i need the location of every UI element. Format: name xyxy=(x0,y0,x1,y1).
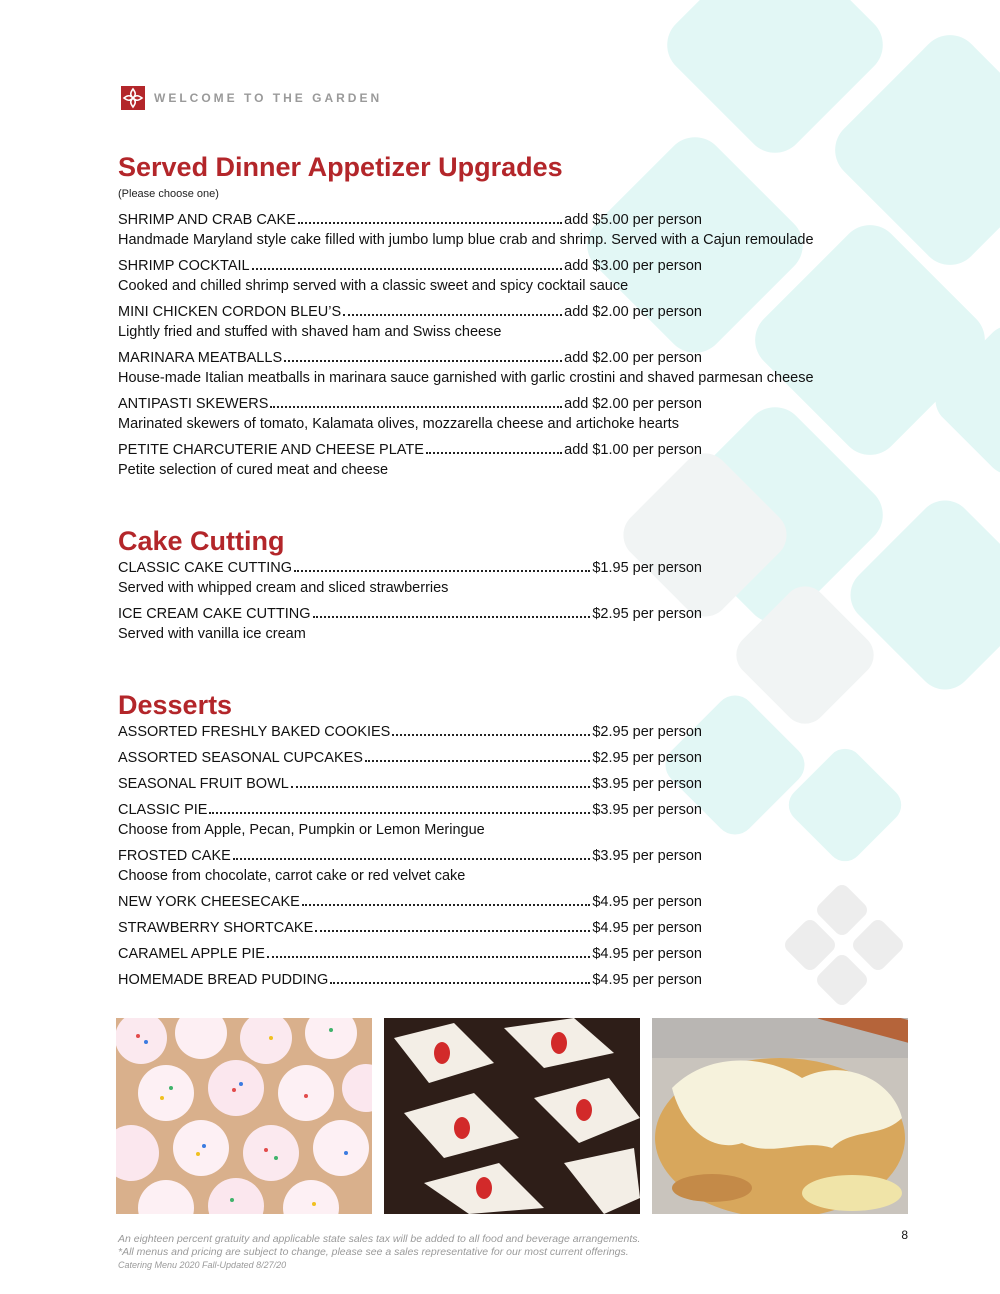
shortcake-squares-photo xyxy=(384,1018,640,1214)
item-price: $3.95 per person xyxy=(592,802,702,818)
item-price: add $2.00 per person xyxy=(564,396,702,412)
item-name: CARAMEL APPLE PIE xyxy=(118,946,265,962)
menu-item xyxy=(118,748,878,768)
item-name: ASSORTED SEASONAL CUPCAKES xyxy=(118,750,363,766)
pricing-disclaimer: *All menus and pricing are subject to change, please see a sales representative for our most current offerings. xyxy=(118,1246,629,1258)
item-name: CLASSIC PIE xyxy=(118,802,208,818)
menu-item xyxy=(118,256,878,296)
menu-item xyxy=(118,394,878,434)
dot-leader xyxy=(267,956,590,958)
item-name: ASSORTED FRESHLY BAKED COOKIES xyxy=(118,724,391,740)
menu-item xyxy=(118,302,878,342)
item-description: Handmade Maryland style cake filled with jumbo lump blue crab and shrimp. Served with a Cajun remoulade xyxy=(118,232,814,248)
item-description: Served with whipped cream and sliced strawberries xyxy=(118,580,449,596)
desserts-title: Desserts xyxy=(118,690,233,720)
dot-leader xyxy=(233,858,591,860)
dessert-photos xyxy=(116,1018,908,1214)
menu-item xyxy=(118,918,878,938)
menu-item xyxy=(118,892,878,912)
item-description: Petite selection of cured meat and cheese xyxy=(118,462,389,478)
menu-content xyxy=(118,150,878,996)
dot-leader xyxy=(284,360,562,362)
item-name: SHRIMP COCKTAIL xyxy=(118,258,250,274)
item-name: MARINARA MEATBALLS xyxy=(118,350,283,366)
item-description: Lightly fried and stuffed with shaved ham and Swiss cheese xyxy=(118,324,502,340)
dot-leader xyxy=(426,452,562,454)
item-name: ICE CREAM CAKE CUTTING xyxy=(118,606,311,622)
menu-item xyxy=(118,210,878,250)
item-price: $3.95 per person xyxy=(592,776,702,792)
menu-item xyxy=(118,604,878,644)
dot-leader xyxy=(330,982,590,984)
item-price: $4.95 per person xyxy=(592,972,702,988)
bread-pudding-photo xyxy=(652,1018,908,1214)
item-name: MINI CHICKEN CORDON BLEU’S xyxy=(118,304,342,320)
menu-item xyxy=(118,846,878,886)
item-price: $3.95 per person xyxy=(592,848,702,864)
item-name: NEW YORK CHEESECAKE xyxy=(118,894,300,910)
dot-leader xyxy=(302,904,591,906)
item-name: ANTIPASTI SKEWERS xyxy=(118,396,269,412)
item-name: STRAWBERRY SHORTCAKE xyxy=(118,920,314,936)
cake-cutting-title: Cake Cutting xyxy=(118,526,285,556)
item-price: add $3.00 per person xyxy=(564,258,702,274)
dot-leader xyxy=(313,616,591,618)
appetizers-title: Served Dinner Appetizer Upgrades xyxy=(118,152,563,182)
item-name: SHRIMP AND CRAB CAKE xyxy=(118,212,296,228)
menu-version: Catering Menu 2020 Fall-Updated 8/27/20 xyxy=(118,1260,287,1270)
menu-item xyxy=(118,558,878,598)
item-name: SEASONAL FRUIT BOWL xyxy=(118,776,289,792)
dot-leader xyxy=(270,406,562,408)
footer xyxy=(118,1233,640,1272)
dot-leader xyxy=(392,734,590,736)
gratuity-note: An eighteen percent gratuity and applicable state sales tax will be added to all food and beverage arrangements. xyxy=(118,1233,641,1245)
item-price: add $2.00 per person xyxy=(564,304,702,320)
item-price: $2.95 per person xyxy=(592,750,702,766)
menu-item xyxy=(118,944,878,964)
item-price: $2.95 per person xyxy=(592,724,702,740)
dot-leader xyxy=(298,222,562,224)
item-description: Cooked and chilled shrimp served with a classic sweet and spicy cocktail sauce xyxy=(118,278,629,294)
item-name: PETITE CHARCUTERIE AND CHEESE PLATE xyxy=(118,442,424,458)
item-description: Choose from Apple, Pecan, Pumpkin or Lemon Meringue xyxy=(118,822,485,838)
header xyxy=(120,85,382,111)
item-name: HOMEMADE BREAD PUDDING xyxy=(118,972,329,988)
menu-item xyxy=(118,800,878,840)
menu-item xyxy=(118,348,878,388)
dot-leader xyxy=(343,314,562,316)
item-description: Served with vanilla ice cream xyxy=(118,626,306,642)
menu-item xyxy=(118,440,878,480)
garden-logo-icon xyxy=(120,85,146,111)
item-name: CLASSIC CAKE CUTTING xyxy=(118,560,293,576)
dot-leader xyxy=(315,930,590,932)
item-price: $2.95 per person xyxy=(592,606,702,622)
item-price: add $5.00 per person xyxy=(564,212,702,228)
dot-leader xyxy=(294,570,590,572)
menu-item xyxy=(118,970,878,990)
item-price: $1.95 per person xyxy=(592,560,702,576)
item-description: Marinated skewers of tomato, Kalamata olives, mozzarella cheese and artichoke hearts xyxy=(118,416,679,432)
item-price: $4.95 per person xyxy=(592,920,702,936)
item-price: $4.95 per person xyxy=(592,946,702,962)
item-description: Choose from chocolate, carrot cake or red velvet cake xyxy=(118,868,466,884)
appetizers-note: (Please choose one) xyxy=(118,188,219,200)
item-name: FROSTED CAKE xyxy=(118,848,231,864)
dot-leader xyxy=(291,786,591,788)
menu-item xyxy=(118,774,878,794)
dot-leader xyxy=(365,760,590,762)
dot-leader xyxy=(209,812,590,814)
item-price: add $2.00 per person xyxy=(564,350,702,366)
header-tagline: WELCOME TO THE GARDEN xyxy=(154,91,383,105)
menu-item xyxy=(118,722,878,742)
cupcakes-photo xyxy=(116,1018,372,1214)
item-description: House-made Italian meatballs in marinara sauce garnished with garlic crostini and shaved parmesan cheese xyxy=(118,370,814,386)
page-number: 8 xyxy=(901,1228,908,1242)
item-price: $4.95 per person xyxy=(592,894,702,910)
dot-leader xyxy=(252,268,563,270)
item-price: add $1.00 per person xyxy=(564,442,702,458)
